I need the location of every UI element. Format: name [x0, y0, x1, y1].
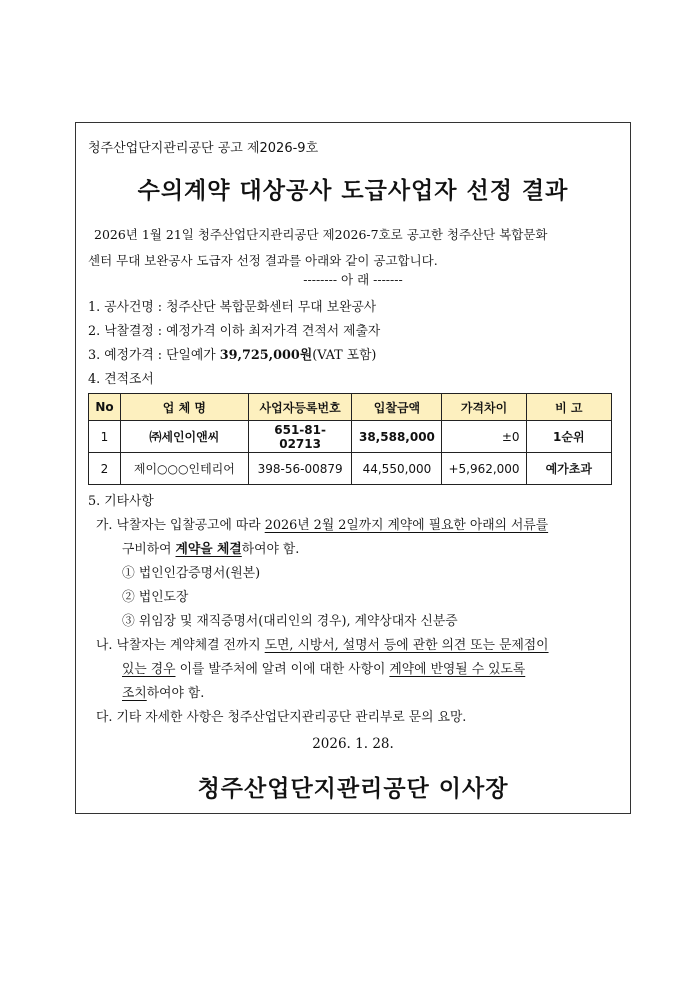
- table-row: [89, 421, 612, 453]
- col-header-company: 업 체 명: [120, 394, 248, 421]
- cell-no: 1: [89, 421, 121, 453]
- estimated-price-label: 3. 예정가격 : 단일예가: [88, 348, 220, 363]
- other-da: 다. 기타 자세한 사항은 청주산업단지관리공단 관리부로 문의 요망.: [96, 710, 467, 725]
- issuer-signature: 청주산업단지관리공단 이사장: [197, 776, 509, 802]
- cell-biz-number: 651-81-02713: [248, 421, 352, 453]
- col-header-price-difference: 가격차이: [442, 394, 526, 421]
- cell-remarks: 예가초과: [526, 453, 611, 485]
- ga-text-plain: 가. 낙찰자는 입찰공고에 따라: [96, 518, 265, 533]
- col-header-biz-number: 사업자등록번호: [248, 394, 352, 421]
- intro-line-1: 2026년 1월 21일 청주산업단지관리공단 제2026-7호로 공고한 청주산단 복합문화: [94, 227, 548, 242]
- item-quote-report: 4. 견적조서: [88, 372, 154, 387]
- notice-number: 청주산업단지관리공단 공고 제2026-9호: [88, 141, 319, 156]
- ga-text-plain-2: 구비하여: [122, 542, 176, 557]
- cell-bid-amount: 44,550,000: [352, 453, 442, 485]
- other-na-line-3: [122, 682, 204, 701]
- na-text-reflect: 계약에 반영될 수 있도록: [389, 662, 526, 677]
- item-other-matters: 5. 기타사항: [88, 494, 154, 509]
- other-na-line-1: [96, 634, 549, 653]
- document-title: 수의계약 대상공사 도급사업자 선정 결과: [137, 178, 569, 204]
- required-doc-2: ② 법인도장: [122, 590, 189, 605]
- estimated-price-vat: (VAT 포함): [312, 348, 377, 363]
- ga-text-plain-3: 하여야 함.: [241, 542, 300, 557]
- intro-paragraph: [88, 222, 622, 274]
- ga-text-deadline: 2026년 2월 2일까지 계약에 필요한 아래의 서류를: [264, 518, 549, 533]
- required-doc-3: ③ 위임장 및 재직증명서(대리인의 경우), 계약상대자 신분증: [122, 614, 458, 629]
- col-header-bid-amount: 입찰금액: [352, 394, 442, 421]
- cell-price-difference: ±0: [442, 421, 526, 453]
- estimated-price-amount: 39,725,000원: [219, 348, 313, 363]
- cell-price-difference: +5,962,000: [442, 453, 526, 485]
- na-text-plain-3: 하여야 함.: [146, 686, 205, 701]
- notice-date: 2026. 1. 28.: [312, 736, 394, 752]
- cell-company: ㈜세인이앤씨: [120, 421, 248, 453]
- intro-line-2: 센터 무대 보완공사 도급자 선정 결과를 아래와 같이 공고합니다.: [88, 253, 438, 268]
- required-doc-1: ① 법인인감증명서(원본): [122, 566, 261, 581]
- other-ga-line-2: [122, 538, 299, 557]
- item-award-decision: 2. 낙찰결정 : 예정가격 이하 최저가격 견적서 제출자: [88, 324, 381, 339]
- na-text-docs: 도면, 시방서, 설명서 등에 관한 의견 또는 문제점이: [264, 638, 549, 653]
- cell-bid-amount: 38,588,000: [352, 421, 442, 453]
- na-text-plain-2: 이를 발주처에 알려 이에 대한 사항이: [175, 662, 390, 677]
- other-ga-line-1: [96, 514, 548, 533]
- na-text-action: 조치: [122, 686, 147, 701]
- other-na-line-2: [122, 658, 525, 677]
- cell-no: 2: [89, 453, 121, 485]
- cell-biz-number: 398-56-00879: [248, 453, 352, 485]
- col-header-remarks: 비 고: [526, 394, 611, 421]
- ga-text-contract: 계약을 체결: [175, 542, 242, 557]
- na-text-case: 있는 경우: [122, 662, 176, 677]
- quote-table: [88, 393, 612, 485]
- item-estimated-price: [88, 344, 376, 363]
- item-project-name: 1. 공사건명 : 청주산단 복합문화센터 무대 보완공사: [88, 300, 377, 315]
- quote-table-header-row: [89, 394, 612, 421]
- table-row: [89, 453, 612, 485]
- na-text-plain: 나. 낙찰자는 계약체결 전까지: [96, 638, 265, 653]
- cell-company: 제이○○○인테리어: [120, 453, 248, 485]
- cell-remarks: 1순위: [526, 421, 611, 453]
- below-marker: -------- 아 래 -------: [303, 272, 403, 287]
- col-header-no: No: [89, 394, 121, 421]
